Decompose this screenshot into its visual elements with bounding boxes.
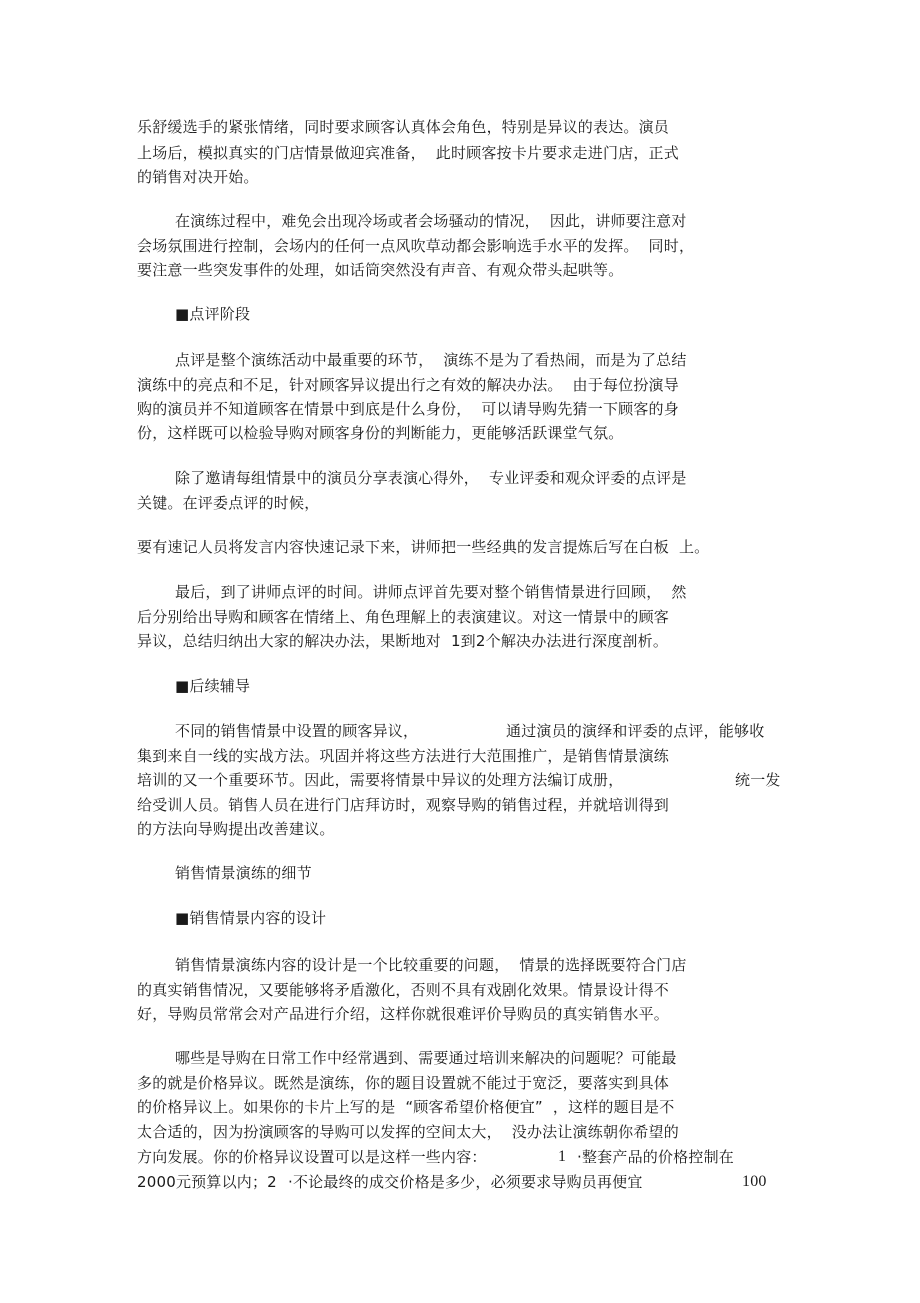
text-line: 最后，到了讲师点评的时间。讲师点评首先要对整个销售情景进行回顾， 然 — [175, 583, 687, 601]
text-line: 的真实销售情况，又要能够将矛盾激化，否则不具有戏剧化效果。情景设计得不 — [137, 981, 670, 999]
text-line: 上场后，模拟真实的门店情景做迎宾准备， 此时顾客按卡片要求走进门店，正式 — [137, 144, 679, 162]
text-line: 通过演员的演绎和评委的点评，能够收 — [506, 722, 765, 740]
text-line: 哪些是导购在日常工作中经常遇到、需要通过培训来解决的问题呢？可能最 — [175, 1049, 677, 1067]
text-line: 演练中的亮点和不足，针对顾客异议提出行之有效的解决办法。 由于每位扮演导 — [137, 376, 679, 394]
section-heading: ■点评阶段 — [175, 305, 251, 323]
text-line: 乐舒缓选手的紧张情绪，同时要求顾客认真体会角色，特别是异议的表达。演员 — [137, 118, 670, 136]
text-line: 不同的销售情景中设置的顾客异议， — [175, 722, 419, 740]
text-line: 方向发展。你的价格异议设置可以是这样一些内容： — [137, 1148, 487, 1166]
text-line: 多的就是价格异议。既然是演练，你的题目设置就不能过于宽泛，要落实到具体 — [137, 1074, 670, 1092]
text-line: 在演练过程中，难免会出现冷场或者会场骚动的情况， 因此，讲师要注意对 — [175, 212, 687, 230]
section-heading: 销售情景演练的细节 — [175, 864, 312, 882]
text-line: 统一发 — [735, 771, 781, 789]
text-line: 除了邀请每组情景中的演员分享表演心得外， 专业评委和观众评委的点评是 — [175, 469, 687, 487]
text-line: 要有速记人员将发言内容快速记录下来，讲师把一些经典的发言提炼后写在白板 上。 — [137, 538, 710, 556]
text-line: 太合适的，因为扮演顾客的导购可以发挥的空间太大， 没办法让演练朝你希望的 — [137, 1123, 679, 1141]
text-line: 好，导购员常常会对产品进行介绍，这样你就很难评价导购员的真实销售水平。 — [137, 1005, 670, 1023]
text-line: ·不论最终的成交价格是多少，必须要求导购员再便宜 — [288, 1173, 643, 1191]
list-number: 1 — [558, 1148, 567, 1165]
text-line: 2000元预算以内；2 — [137, 1173, 277, 1191]
text-line: 的价格异议上。如果你的卡片上写的是 “顾客希望价格便宜” ，这样的题目是不 — [137, 1098, 675, 1116]
text-line: 给受训人员。销售人员在进行门店拜访时，观察导购的销售过程，并就培训得到 — [137, 796, 670, 814]
section-heading: ■销售情景内容的设计 — [175, 909, 327, 927]
text-line: 点评是整个演练活动中最重要的环节， 演练不是为了看热闹，而是为了总结 — [175, 351, 687, 369]
text-line: 的销售对决开始。 — [137, 168, 259, 186]
text-line: 集到来自一线的实战方法。巩固并将这些方法进行大范围推广，是销售情景演练 — [137, 747, 670, 765]
text-line: 销售情景演练内容的设计是一个比较重要的问题， 情景的选择既要符合门店 — [175, 956, 687, 974]
text-line: 要注意一些突发事件的处理，如话筒突然没有声音、有观众带头起哄等。 — [137, 261, 624, 279]
text-line: 培训的又一个重要环节。因此，需要将情景中异议的处理方法编订成册， — [137, 771, 624, 789]
section-heading: ■后续辅导 — [175, 677, 251, 695]
text-line: 关键。在评委点评的时候， — [137, 494, 320, 512]
text-line: 异议，总结归纳出大家的解决办法，果断地对 1到2个解决办法进行深度剖析。 — [137, 632, 669, 650]
text-line: 的方法向导购提出改善建议。 — [137, 820, 335, 838]
text-line: 后分别给出导购和顾客在情绪上、角色理解上的表演建议。对这一情景中的顾客 — [137, 608, 670, 626]
text-line: 会场氛围进行控制，会场内的任何一点风吹草动都会影响选手水平的发挥。 同时， — [137, 237, 695, 255]
text-line: 份，这样既可以检验导购对顾客身份的判断能力，更能够活跃课堂气氛。 — [137, 424, 624, 442]
text-line: 购的演员并不知道顾客在情景中到底是什么身份， 可以请导购先猜一下顾客的身 — [137, 400, 679, 418]
text-line: 100 — [742, 1173, 767, 1190]
text-line: ·整套产品的价格控制在 — [577, 1148, 734, 1166]
